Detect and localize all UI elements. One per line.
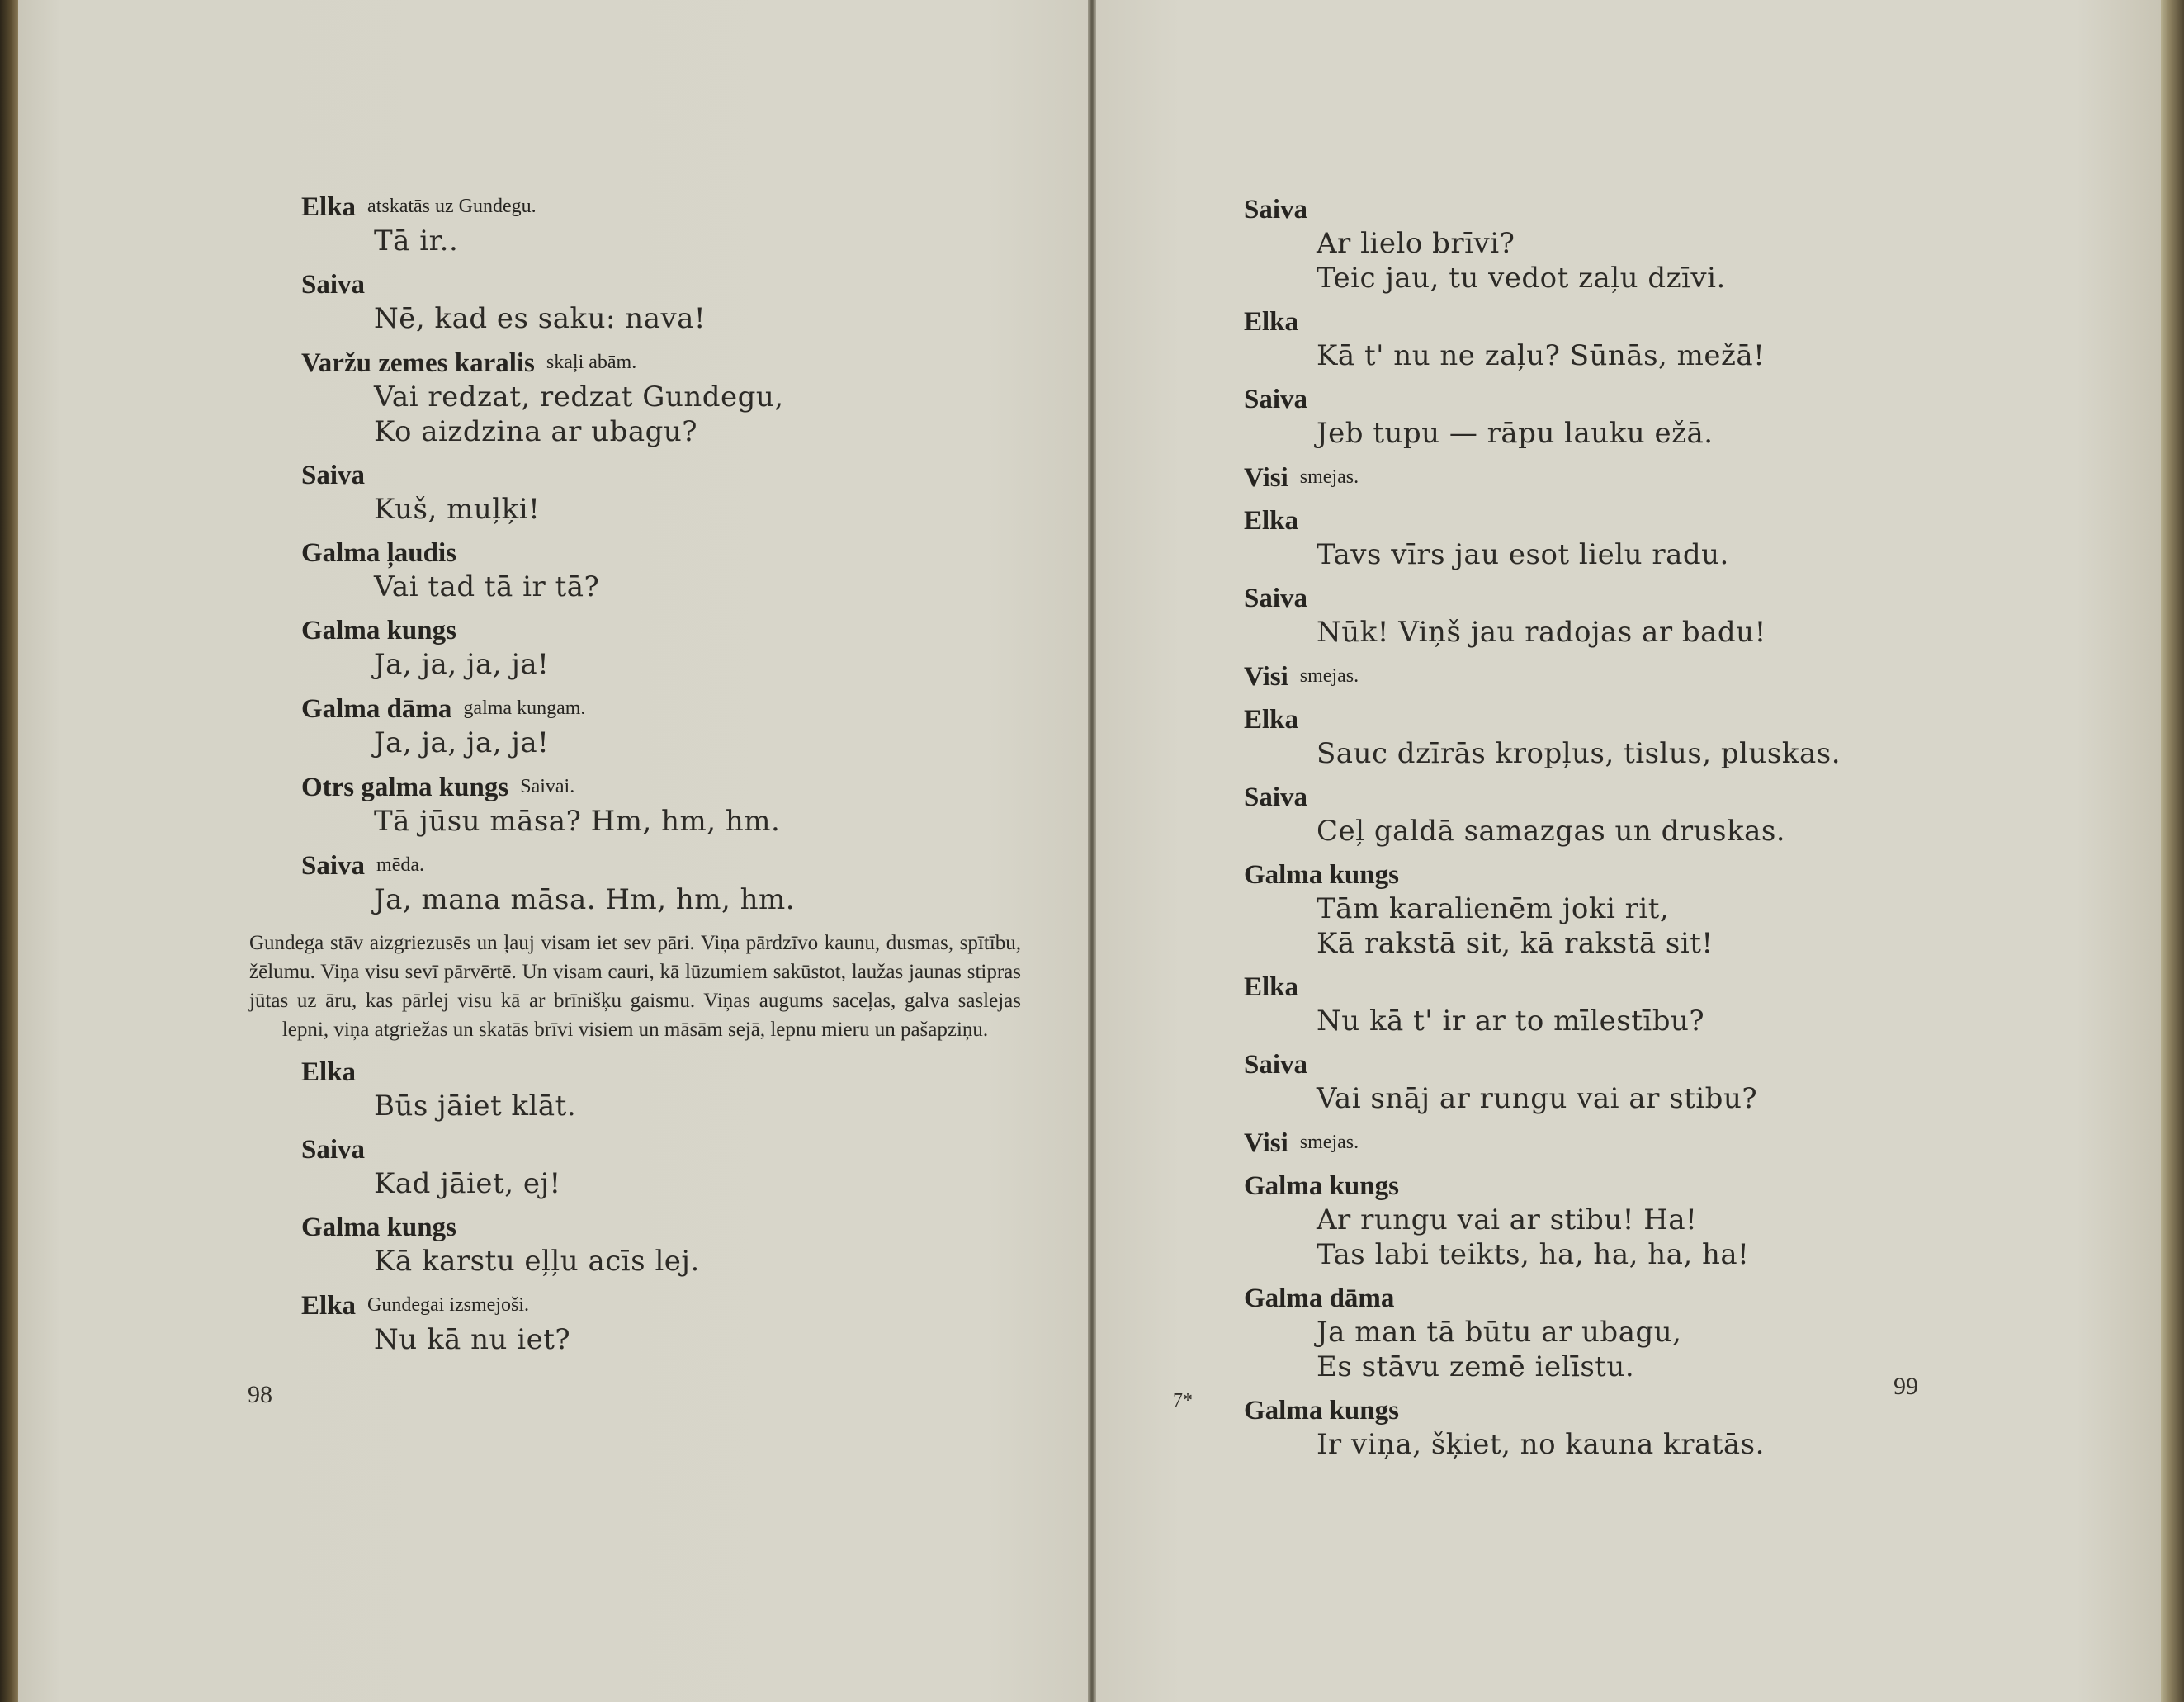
- stage-direction-inline: atskatās uz Gundegu.: [367, 196, 537, 217]
- speaker-heading: [301, 692, 1028, 726]
- speaker-name: Elka: [301, 192, 357, 222]
- dialogue-line: Būs jāiet klāt.: [374, 1090, 577, 1123]
- dialogue-line: Tas labi teikts, ha, ha, ha, ha!: [1317, 1238, 1750, 1271]
- speaker-name: Galma dāma: [301, 694, 452, 724]
- speaker-heading: [301, 346, 1028, 380]
- dialogue-line: Ir viņa, šķiet, no kauna kratās.: [1317, 1428, 1765, 1461]
- stage-direction-inline: Saivai.: [520, 776, 575, 797]
- stage-direction-inline: galma kungam.: [463, 697, 586, 719]
- speaker-heading: [1244, 971, 1987, 1004]
- dialogue-line: Vai snāj ar rungu vai ar stibu?: [1317, 1082, 1758, 1115]
- dialogue-line: Ja, ja, ja, ja!: [374, 648, 550, 681]
- speaker-name: Saiva: [1244, 1050, 1308, 1080]
- speaker-name: Galma kungs: [1244, 1396, 1399, 1425]
- dialogue-line: Tavs vīrs jau esot lielu radu.: [1317, 538, 1729, 571]
- dialogue-line: Tā ir..: [374, 225, 459, 258]
- dialogue-line: Sauc dzīrās kropļus, tislus, pluskas.: [1317, 737, 1841, 770]
- speaker-heading: [1244, 582, 1987, 615]
- speaker-heading: [301, 1211, 1028, 1244]
- dialogue-line: Tām karalienēm joki rit,: [1317, 892, 1670, 925]
- speaker-heading: [1244, 1126, 1987, 1160]
- speaker-name: Saiva: [301, 461, 366, 490]
- speaker-name: Galma kungs: [1244, 860, 1399, 890]
- speaker-name: Visi: [1244, 662, 1288, 692]
- speaker-name: Elka: [1244, 705, 1299, 735]
- page-number-left: 98: [248, 1381, 272, 1408]
- dialogue-line: Ja man tā būtu ar ubagu,: [1317, 1316, 1682, 1349]
- stage-direction-inline: smejas.: [1299, 665, 1359, 687]
- dialogue-line: Kā rakstā sit, kā rakstā sit!: [1317, 927, 1714, 960]
- speaker-heading: [1244, 858, 1987, 891]
- dialogue-line: Ja, ja, ja, ja!: [374, 726, 550, 759]
- speaker-name: Elka: [301, 1291, 357, 1321]
- left-page-text: [249, 180, 1028, 1357]
- dialogue-line: Tā jūsu māsa? Hm, hm, hm.: [374, 805, 781, 838]
- dialogue-line: Teic jau, tu vedot zaļu dzīvi.: [1317, 262, 1726, 295]
- speaker-heading: [301, 459, 1028, 492]
- speaker-name: Galma ļaudis: [301, 538, 456, 568]
- speaker-heading: [1244, 660, 1987, 693]
- dialogue-line: Nu kā t' ir ar to mīlestību?: [1317, 1005, 1705, 1038]
- speaker-name: Saiva: [301, 851, 366, 881]
- speaker-name: Saiva: [1244, 782, 1308, 812]
- speaker-heading: [1244, 504, 1987, 537]
- signature-mark: 7*: [1173, 1390, 1193, 1411]
- speaker-name: Visi: [1244, 1128, 1288, 1158]
- speaker-heading: [301, 537, 1028, 570]
- speaker-name: Varžu zemes karalis: [301, 348, 535, 378]
- page-number-right: 99: [1893, 1373, 1918, 1400]
- dialogue-line: Vai tad tā ir tā?: [374, 570, 600, 603]
- book-edge-right: [2161, 0, 2184, 1702]
- speaker-heading: [1244, 461, 1987, 494]
- speaker-heading: [1244, 193, 1987, 226]
- speaker-heading: [301, 190, 1028, 224]
- dialogue-line: Kā karstu eļļu acīs lej.: [374, 1245, 700, 1278]
- dialogue-line: Ceļ galdā samazgas un druskas.: [1317, 815, 1786, 848]
- speaker-heading: [301, 1288, 1028, 1322]
- speaker-name: Elka: [1244, 972, 1299, 1002]
- speaker-heading: [301, 268, 1028, 301]
- dialogue-line: Ar lielo brīvi?: [1317, 227, 1515, 260]
- dialogue-line: Nē, kad es saku: nava!: [374, 302, 707, 335]
- speaker-name: Saiva: [301, 1135, 366, 1165]
- dialogue-line: Kad jāiet, ej!: [374, 1167, 561, 1200]
- speaker-name: Saiva: [1244, 195, 1308, 225]
- stage-direction-inline: smejas.: [1299, 466, 1359, 488]
- dialogue-line: Nu kā nu iet?: [374, 1323, 571, 1356]
- speaker-heading: [1244, 703, 1987, 736]
- speaker-name: Visi: [1244, 463, 1288, 493]
- dialogue-line: Nūk! Viņš jau radojas ar badu!: [1317, 616, 1766, 649]
- speaker-heading: [301, 849, 1028, 882]
- speaker-heading: [1244, 781, 1987, 814]
- speaker-heading: [301, 1056, 1028, 1089]
- speaker-name: Saiva: [1244, 584, 1308, 613]
- dialogue-line: Ko aizdzina ar ubagu?: [374, 415, 698, 448]
- speaker-name: Elka: [1244, 307, 1299, 337]
- speaker-heading: [1244, 305, 1987, 338]
- dialogue-line: Kuš, muļķi!: [374, 493, 541, 526]
- stage-direction-inline: Gundegai izsmejoši.: [367, 1294, 530, 1316]
- speaker-heading: [301, 614, 1028, 647]
- dialogue-line: Jeb tupu — rāpu lauku ežā.: [1317, 417, 1714, 450]
- dialogue-line: Ar rungu vai ar stibu! Ha!: [1317, 1203, 1698, 1236]
- speaker-name: Galma dāma: [1244, 1284, 1395, 1313]
- speaker-heading: [1244, 1170, 1987, 1203]
- speaker-name: Saiva: [1244, 385, 1308, 414]
- speaker-name: Elka: [1244, 506, 1299, 536]
- dialogue-line: Es stāvu zemē ielīstu.: [1317, 1350, 1635, 1383]
- right-page-text: [1244, 183, 1987, 1462]
- speaker-heading: [1244, 1394, 1987, 1427]
- stage-direction-inline: mēda.: [376, 854, 425, 876]
- stage-direction-inline: smejas.: [1299, 1132, 1359, 1153]
- book-spine-left: [0, 0, 18, 1702]
- book-gutter: [1088, 0, 1096, 1702]
- stage-direction-inline: skaļi abām.: [546, 352, 637, 373]
- speaker-heading: [301, 770, 1028, 804]
- speaker-heading: [1244, 383, 1987, 416]
- stage-direction-paragraph: Gundega stāv aizgriezusēs un ļauj visam iet sev pāri. Viņa pārdzīvo kaunu, dusmas, spītību, žēlumu. Viņa visu sevī pārvērtē. Un visam cauri, kā lūzumiem sakūstot, laužas jaunas stipras jūtas uz āru, kas pārlej visu kā ar brīnišķu gaismu. Viņas augums saceļas, galva saslejas lepni, viņa atgriežas un skatās brīvi visiem un māsām sejā, lepnu mieru un pašapziņu.: [249, 932, 1021, 1041]
- speaker-name: Galma kungs: [1244, 1171, 1399, 1201]
- speaker-name: Galma kungs: [301, 616, 456, 645]
- speaker-heading: [1244, 1282, 1987, 1315]
- speaker-heading: [301, 1133, 1028, 1166]
- speaker-name: Galma kungs: [301, 1213, 456, 1242]
- dialogue-line: Ja, mana māsa. Hm, hm, hm.: [374, 883, 796, 916]
- speaker-heading: [1244, 1048, 1987, 1081]
- speaker-name: Saiva: [301, 270, 366, 300]
- dialogue-line: Kā t' nu ne zaļu? Sūnās, mežā!: [1317, 339, 1766, 372]
- speaker-name: Otrs galma kungs: [301, 773, 509, 802]
- speaker-name: Elka: [301, 1057, 357, 1087]
- dialogue-line: Vai redzat, redzat Gundegu,: [374, 381, 784, 414]
